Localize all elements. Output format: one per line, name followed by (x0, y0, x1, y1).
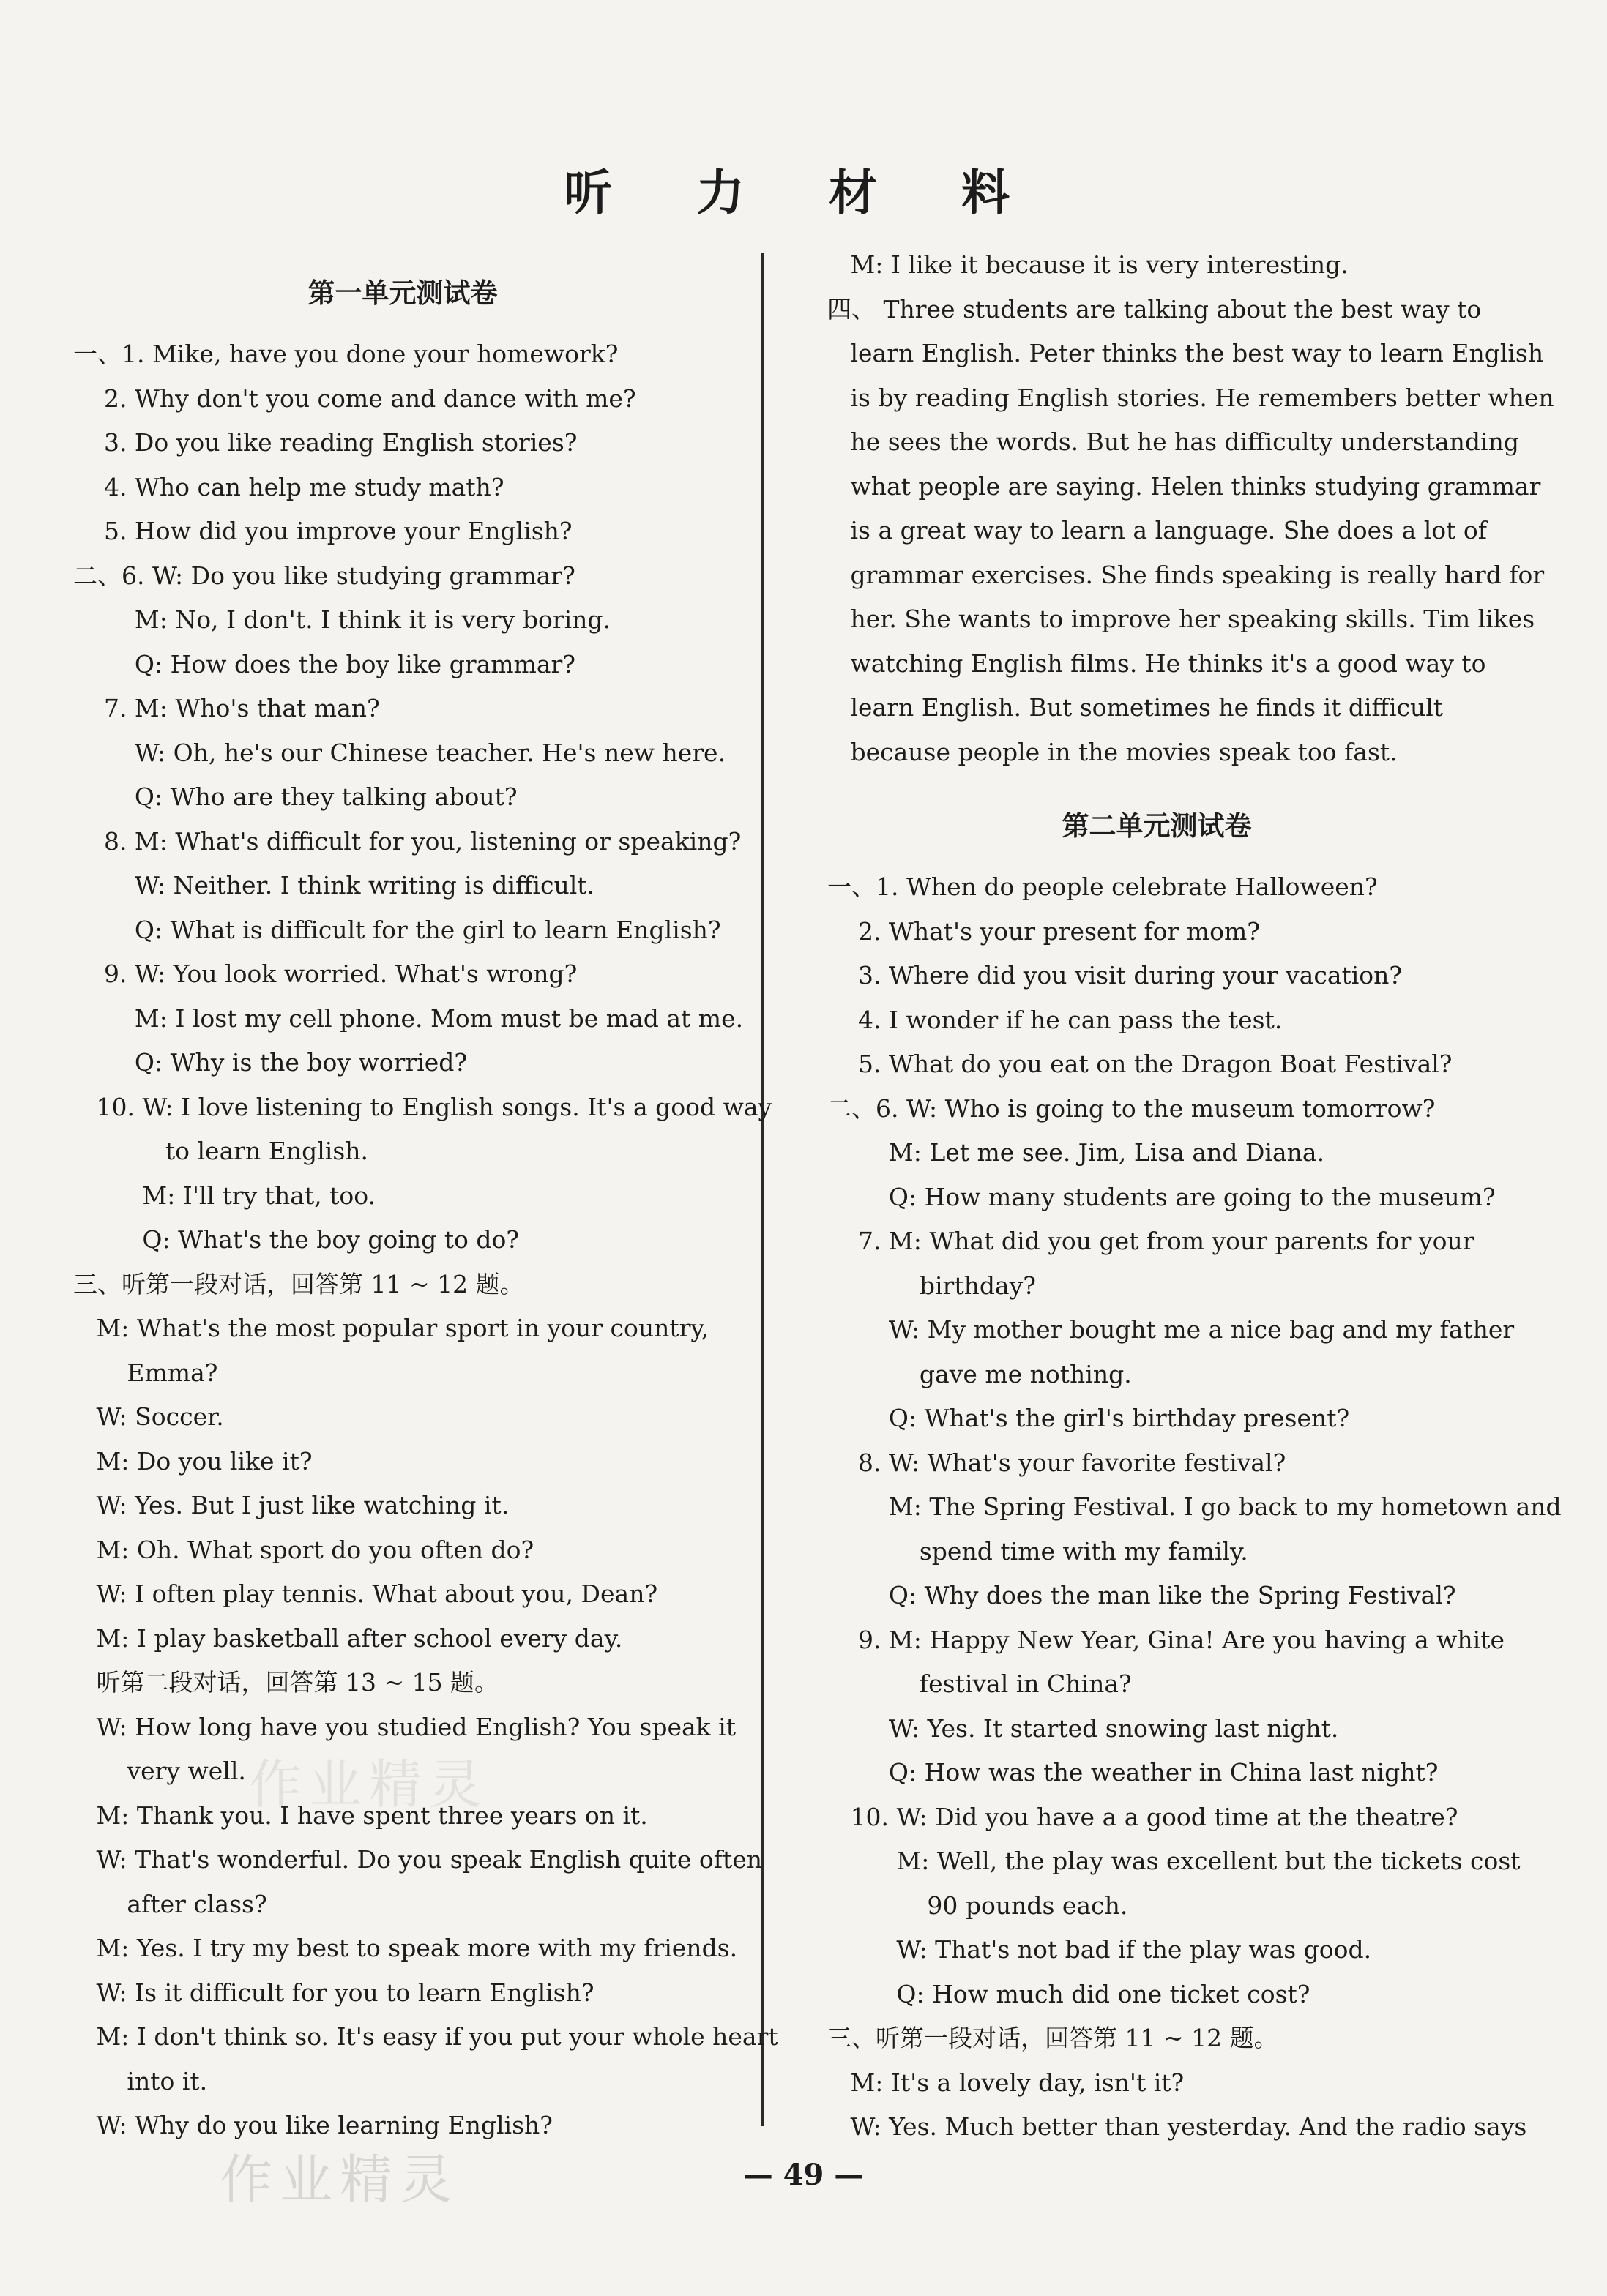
text-line: M: The Spring Festival. I go back to my hometown and (827, 1492, 1562, 1521)
text-line: 听第二段对话，回答第 13 ~ 15 题。 (73, 1668, 499, 1697)
text-line: W: How long have you studied English? You speak it (73, 1712, 736, 1741)
text-line: M: I play basketball after school every day. (73, 1623, 623, 1653)
text-line: what people are saying. Helen thinks studying grammar (827, 471, 1541, 501)
text-line: 3. Where did you visit during your vacation? (827, 961, 1403, 990)
text-line: gave me nothing. (827, 1359, 1132, 1388)
text-line: M: It's a lovely day, isn't it? (827, 2068, 1185, 2097)
text-line: W: I often play tennis. What about you, Dean? (73, 1579, 658, 1608)
text-line: he sees the words. But he has difficulty understanding (827, 427, 1519, 456)
text-line: 7. M: Who's that man? (73, 694, 380, 722)
text-line: W: Yes. But I just like watching it. (73, 1491, 510, 1519)
text-line: 一、1. When do people celebrate Halloween? (827, 872, 1378, 901)
text-line: 9. W: You look worried. What's wrong? (73, 960, 578, 988)
text-line: 2. Why don't you come and dance with me? (73, 384, 636, 413)
text-line: 4. I wonder if he can pass the test. (827, 1005, 1283, 1034)
text-line: M: I like it because it is very interesting. (827, 250, 1349, 279)
text-line: M: Do you like it? (73, 1446, 313, 1476)
text-line: Q: How was the weather in China last night? (827, 1758, 1439, 1787)
text-line: M: I lost my cell phone. Mom must be mad at me. (73, 1003, 744, 1033)
text-line: W: That's wonderful. Do you speak English quite often (73, 1845, 763, 1874)
text-line: 二、6. W: Who is going to the museum tomorrow? (827, 1093, 1436, 1123)
text-line: 9. M: Happy New Year, Gina! Are you having a white (827, 1625, 1505, 1654)
text-line: because people in the movies speak too fast. (827, 737, 1398, 766)
text-line: learn English. But sometimes he finds it difficult (827, 693, 1444, 722)
text-line: 4. Who can help me study math? (73, 472, 504, 501)
text-line: is by reading English stories. He remembers better when (827, 383, 1554, 412)
text-line: 10. W: I love listening to English songs. It's a good way (73, 1092, 772, 1121)
text-line: M: Yes. I try my best to speak more with my friends. (73, 1934, 738, 1962)
text-line: 5. What do you eat on the Dragon Boat Festival? (827, 1050, 1453, 1078)
text-line: Q: How many students are going to the museum? (827, 1182, 1496, 1211)
text-line: grammar exercises. She finds speaking is really hard for (827, 560, 1545, 589)
text-line: W: That's not bad if the play was good. (827, 1935, 1372, 1964)
text-line: W: Yes. It started snowing last night. (827, 1713, 1339, 1743)
text-line: after class? (73, 1889, 267, 1918)
text-line: 三、听第一段对话，回答第 11 ~ 12 题。 (827, 2024, 1278, 2052)
text-line: W: Is it difficult for you to learn English? (73, 1978, 594, 2007)
text-line: is a great way to learn a language. She does a lot of (827, 516, 1487, 545)
unit-2-title: 第二单元测试卷 (1062, 810, 1252, 842)
page-title: 听 力 材 料 (564, 165, 1043, 221)
text-line: Q: How much did one ticket cost? (827, 1979, 1310, 2008)
text-line: birthday? (827, 1271, 1036, 1300)
unit-1-title: 第一单元测试卷 (307, 277, 498, 309)
text-line: Q: What's the boy going to do? (73, 1225, 520, 1254)
text-line: into it. (73, 2066, 208, 2095)
text-line: M: I don't think so. It's easy if you put your whole heart (73, 2022, 778, 2051)
text-line: spend time with my family. (827, 1536, 1248, 1566)
text-line: Q: Who are they talking about? (73, 782, 518, 811)
text-line: 7. M: What did you get from your parents for your (827, 1227, 1474, 1255)
text-line: M: Thank you. I have spent three years on it. (73, 1800, 648, 1830)
text-line: Q: Why does the man like the Spring Festival? (827, 1581, 1456, 1609)
text-line: 四、 Three students are talking about the best way to (827, 294, 1482, 324)
text-line: W: Soccer. (73, 1402, 224, 1431)
watermark-bottom: 作业精灵 (220, 2149, 461, 2210)
text-line: M: I'll try that, too. (73, 1181, 376, 1210)
text-line: W: My mother bought me a nice bag and my father (827, 1315, 1515, 1344)
text-line: M: No, I don't. I think it is very boring. (73, 605, 611, 634)
text-line: 二、6. W: Do you like studying grammar? (73, 561, 575, 590)
text-line: W: Why do you like learning English? (73, 2111, 553, 2139)
text-line: 一、1. Mike, have you done your homework? (73, 340, 619, 368)
text-line: to learn English. (73, 1137, 369, 1165)
text-line: Q: How does the boy like grammar? (73, 649, 575, 678)
text-line: Q: Why is the boy worried? (73, 1048, 468, 1077)
text-line: festival in China? (827, 1669, 1132, 1698)
text-line: 8. W: What's your favorite festival? (827, 1448, 1286, 1477)
text-line: 8. M: What's difficult for you, listening or speaking? (73, 826, 742, 856)
text-line: learn English. Peter thinks the best way to learn English (827, 339, 1544, 367)
text-line: W: Neither. I think writing is difficult. (73, 871, 594, 900)
text-line: Q: What's the girl's birthday present? (827, 1404, 1350, 1432)
text-line: 90 pounds each. (827, 1891, 1128, 1920)
text-line: W: Oh, he's our Chinese teacher. He's new here. (73, 738, 726, 767)
text-line: watching English films. He thinks it's a good way to (827, 648, 1486, 678)
text-line: 3. Do you like reading English stories? (73, 428, 578, 457)
text-line: very well. (73, 1757, 246, 1785)
text-line: M: Let me see. Jim, Lisa and Diana. (827, 1138, 1325, 1167)
text-line: her. She wants to improve her speaking skills. Tim likes (827, 605, 1535, 633)
text-line: 2. What's your present for mom? (827, 916, 1260, 946)
text-line: Q: What is difficult for the girl to learn English? (73, 915, 721, 944)
text-line: 10. W: Did you have a a good time at the theatre? (827, 1802, 1458, 1831)
text-line: 三、听第一段对话，回答第 11 ~ 12 题。 (73, 1269, 524, 1298)
page-number: — 49 — (743, 2158, 864, 2192)
text-line: 5. How did you improve your English? (73, 517, 573, 545)
text-line: M: What's the most popular sport in your country, (73, 1314, 709, 1342)
text-line: Emma? (73, 1358, 218, 1387)
text-line: M: Oh. What sport do you often do? (73, 1535, 534, 1564)
text-line: M: Well, the play was excellent but the tickets cost (827, 1847, 1521, 1875)
text-line: W: Yes. Much better than yesterday. And the radio says (827, 2112, 1527, 2141)
watermark-middle: 作业精灵 (249, 1754, 490, 1815)
